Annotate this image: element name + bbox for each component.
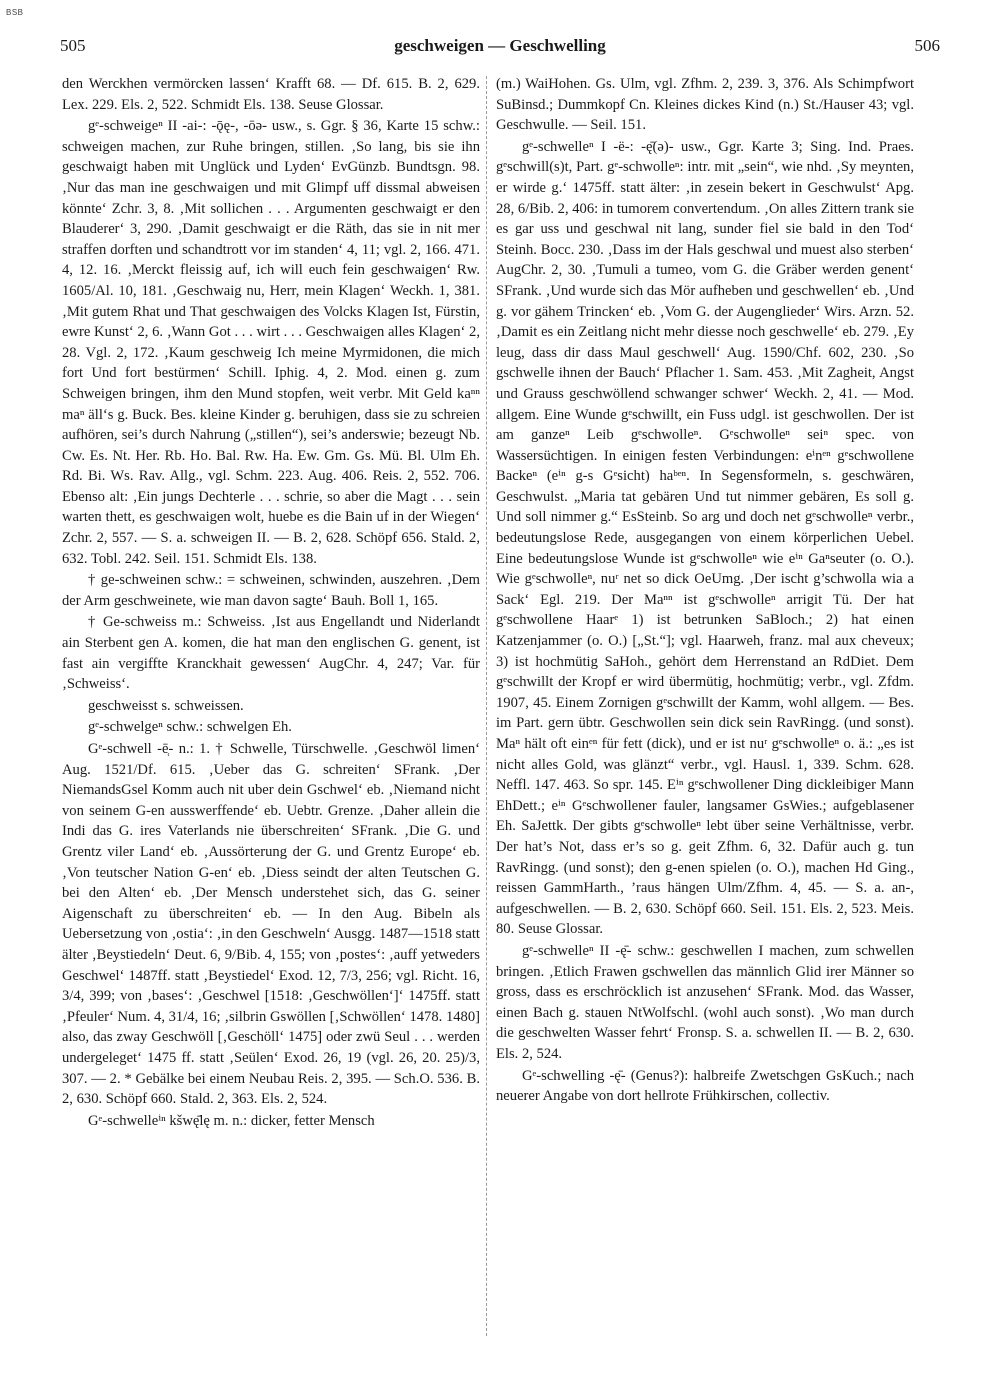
dictionary-entry: Gᵉ-schwelleⁱⁿ kšwę̄lę m. n.: dicker, fetter Mensch	[88, 1112, 375, 1129]
dictionary-entry: (m.) WaiHohen. Gs. Ulm, vgl. Zfhm. 2, 239. 3, 376. Als Schimpfwort SuBinsd.; Dummkopf Cn. Kleines dickes Kind (n.) St./Hauser 43; vgl. Geschwulle. — Seil. 151.	[496, 76, 914, 134]
right-column	[496, 74, 914, 1108]
dictionary-entry: geschweisst s. schweissen.	[88, 697, 244, 714]
library-stamp: BSB	[6, 8, 24, 17]
dictionary-entry: gᵉ-schwelleⁿ II -ę̄- schw.: geschwellen I machen, zum schwellen bringen. ‚Etlich Frawen gschwellen das männlich Glid irer Männer so gross, dass es erschröcklich ist anzusehen‘ SFrank. Mod. das Wasser, einen Bach g. stauen NtWolfschl. (wohl auch sonst). ‚Wo man durch die geschwelten Wasser fehrt‘ Fronsp. S. a. schwellen II. — B. 2, 630. Els. 2, 524.	[496, 942, 914, 1062]
page-header	[60, 36, 940, 60]
page-number-left: 505	[60, 36, 86, 55]
page-number-right: 506	[914, 36, 940, 55]
dictionary-entry: † Ge-schweiss m.: Schweiss. ‚Ist aus Engellandt und Niderlandt ain Sterbent gen A. komen, die hat man den englischen G. genent, ist fast ain vergiffte Kranckhait gewessen‘ AugChr. 4, 247; Var. für ‚Schweiss‘.	[62, 614, 480, 693]
dictionary-entry: gᵉ-schweigeⁿ II -ai-: -ǭę-, -ōə- usw., s. Ggr. § 36, Karte 15 schw.: schweigen machen, zur Ruhe bringen, stillen. ‚So lang, bis sie ihn geschwaigt haben mit Unglück und Lyden‘ EvGünzb. Bundtsgn. 98. ‚Nur das man ine geschwaigen und mit Glimpf uff dissmal abweisen könnte‘ Zchr. 3, 8. ‚Mit sollichen . . . Argumenten geschwaigt er den Blauderer‘ 3, 290. ‚Damit geschwaigt er die Räth, das sie in nit mer straffen dorften und schandtrott vor im standen‘ 4, 11; vgl. 2, 166. 471. 4, 12. 16. ‚Merckt fleissig auf, ich will euch fein geschwaigen‘ Rw. 1605/Al. 10, 181. ‚Geschwaig nu, Herr, mein Klagen‘ Weckh. 1, 381. ‚Mit gutem Rhat und That geschwaigen des Volcks Klagen Ist, Fürstin, ewre Kunst‘ 2, 6. ‚Wann Got . . . wirt . . . Geschwaigen alles Klagen‘ 2, 28. Vgl. 2, 172. ‚Kaum geschweig Ich meine Myrmidonen, die mich fort Und fort bestürmen‘ Schill. Iphig. 4, 2. Mod. einen g. zum Schweigen bringen, ihm den Mund stopfen, weit verbr. Mit Geld kaⁿⁿ maⁿ äll‘s g. Buck. Bes. kleine Kinder g. beruhigen, dass sie zu schreien aufhören, sei’s durch Nahrung („stillen“), sei’s anderswie; bezeugt Nb. Cw. Es. Nt. Her. Rb. Ho. Bal. Rw. Ha. Ew. Gm. Gs. Mü. Bl. Ulm Eh. Rd. Bi. Ws. Rav. Allg., vgl. Schm. 223. Aug. 406. Reis. 2, 552. 706. Ebenso alt: ‚Ein jungs Dechterle . . . schrie, so aber die Magt . . . sein warten thett, es geschwaigen wolt, huebe es die Bain uf in der Wiegen‘ Zchr. 2, 557. — S. a. schweigen II. — B. 2, 628. Schöpf 656. Stald. 2, 632. Tobl. 242. Seil. 151. Schmidt Els. 138.	[62, 118, 480, 567]
dictionary-entry: Gᵉ-schwelling -ę̄- (Genus?): halbreife Zwetschgen GsKuch.; nach neuerer Angabe von dort hellrote Frühkirschen, collectiv.	[496, 1067, 914, 1105]
dictionary-entry: gᵉ-schwelleⁿ I -ë-: -ę̄(ə)- usw., Ggr. Karte 3; Sing. Ind. Praes. gᵉschwill(s)t, Part. gᵉ-schwolleⁿ: intr. mit „sein“, wie nhd. ‚Sy meynten, er wirde g.‘ 1475ff. statt älter: ‚in zesein bekert in Geschwulst‘ Apg. 28, 6/Bib. 2, 406: in tumorem convertendum. ‚On alles Zittern trank sie es gar uss und geschwal nit lang, sunder fiel sie bald in den Tod‘ Steinh. Bocc. 230. ‚Dass im der Hals geschwal und muest also sterben‘ AugChr. 2, 30. ‚Tumuli a tumeo, vom G. die Gräber werden genent‘ SFrank. ‚Und wurde sich das Mör aufheben und geschwellen‘ eb. ‚Und g. vor gähem Trincken‘ eb. ‚Vom G. der Augenglieder‘ Wirs. Arzn. 52. ‚Damit es ein Zeitlang nicht mehr diesse noch geschwelle‘ eb. 279. ‚Ey leug, dass dir dass Maul geschwell‘ Aug. 1590/Chf. 602, 230. ‚So gschwelle ihnen der Bauch‘ Pflacher 1. Sam. 453. ‚Mit Zagheit, Angst und Grauss geschwöllend schwanger schwer‘ Weckh. 2, 41. — Mod. allgem. Eine Wunde gᵉschwillt, ein Fuss udgl. ist geschwollen. Der ist am ganzeⁿ Leib gᵉschwolleⁿ. Gᵉschwolleⁿ seiⁿ spec. von Wassersüchtigen. In einigen festen Verbindungen: eⁱnᵉⁿ gᵉschwollene Backeⁿ (eⁱⁿ g-s Gᵉsicht) haᵇᵉⁿ. In Segensformeln, s. geschwären, Geschwulst. „Maria tat gebären Und tut nimmer gebären, Es soll g. Und soll nimmer g.“ EsSteinb. So arg und doch net gᵉschwolleⁿ verbr., bedeutungslose Rede, ausgegangen von einem körperlichen Uebel. Eine bedeutungslose Wunde ist gᵉschwolleⁿ wie eⁱⁿ Gaⁿseuter (o. O.). Wie gᵉschwolleⁿ, nuʳ net so dick OeUmg. ‚Der ischt g’schwolla wia a Sack‘ Egl. 219. Der Maⁿⁿ ist gᵉschwolleⁿ arrigit Tü. Der hat gᵉschwollene Haarᵉ 1) ist betrunken SaBloch.; 2) hat einen Katzenjammer (o. O.) [„St.“]; vgl. Haarweh, franz. mal aux cheveux; 3) ist hochmütig SaHoh., gehört dem Herrenstand an RdDiet. Dem gᵉschwillt der Kropf er wird übermütig, hochmütig; verbr., vgl. Zfdm. 1907, 45. Einem Zornigen gᵉschwillt der Kamm, wohl allgem. — Bes. im Part. gern übtr. Geschwollen sein dick sein RavRingg. (und sonst). Maⁿ hält oft einᵉⁿ für fett (dick), und er ist nuʳ gᵉschwolleⁿ o. ä.: „es ist nicht alles Gold, was glänzt“ verbr., vgl. Hausl. 1, 339. Schm. 628. Neffl. 147. 463. So spr. 145. Eⁱⁿ gᵉschwollener Ding dickleibiger Mann EhDett.; eⁱⁿ Gᵉschwollener fauler, langsamer GsWies.; aufgeblasener Eh. SaJettk. Der gibts gᵉschwolleⁿ lebt über seine Verhältnisse, verbr. Der hat’s Not, dass er’s so g. geit Zfhm. 6, 32. Dafür auch g. tun RavRingg. (und sonst); den g-enen spielen (o. O.), machen Hd Ging., reissen GammHarth., ’raus hängen Ulm/Zfhm. 4, 45. — S. a. an-, aufgeschwellen. — B. 2, 630. Schöpf 660. Seil. 151. Els. 2, 523. Meis. 80. Seuse Glossar.	[496, 138, 914, 938]
running-title: geschweigen — Geschwelling	[394, 36, 606, 55]
dictionary-entry: gᵉ-schwelgeⁿ schw.: schwelgen Eh.	[88, 719, 292, 736]
dictionary-entry: Gᵉ-schwell -ē̜- n.: 1. † Schwelle, Türschwelle. ‚Geschwöl limen‘ Aug. 1521/Df. 615. ‚Ueber das G. schreiten‘ SFrank. ‚Der NiemandsGsel Komm auch nit uber dein Gschwel‘ eb. ‚Niemand nicht von seinem G-en ausswerffende‘ eb. Uebtr. Grenze. ‚Daher allein die Indi das G. ires Vaterlands nie überschreiten‘ SFrank. ‚Die G. und Grentz viler Land‘ eb. ‚Aussörterung der G. und Grentz Europe‘ eb. ‚Von teutscher Nation G-en‘ eb. ‚Diess seindt der alten Teutschen G. bei den Alten‘ eb. ‚Der Mensch understehet sich, das G. seiner Aigenschaft zu überschreiten‘ eb. — In den Aug. Bibeln als Uebersetzung von ‚ostia‘: ‚in den Geschweln‘ Ausgg. 1487—1518 statt älter ‚Beystiedeln‘ Deut. 6, 9/Bib. 4, 155; von ‚postes‘: ‚auff yetweders Geschwel‘ 1487ff. statt ‚Beystiedel‘ Exod. 12, 7/3, 256; vgl. Richt. 16, 3/4, 399; von ‚bases‘: ‚Geschwel [1518: ‚Geschwöllen‘]‘ 1475ff. statt ‚Pfeuler‘ Num. 4, 31/4, 16; ‚silbrin Gswöllen [‚Schwöllen‘ 1478. 1480] also, das zway Geschwöll [‚Geschöll‘ 1475] oder zwü Seul . . . werden undergeleget‘ 1475 ff. statt ‚Seülen‘ Exod. 26, 19 (vgl. 26, 20. 25)/3, 307. — 2. * Gebälke bei einem Neubau Reis. 2, 395. — Sch.O. 536. B. 2, 630. Schöpf 660. Stald. 2, 363. Els. 2, 524.	[62, 741, 480, 1108]
dictionary-entry: den Werckhen vermörcken lassen‘ Krafft 68. — Df. 615. B. 2, 629. Lex. 229. Els. 2, 522. Schmidt Els. 138. Seuse Glossar.	[62, 76, 480, 113]
left-column	[62, 74, 480, 1132]
dictionary-entry: † ge-schweinen schw.: = schweinen, schwinden, auszehren. ‚Dem der Arm geschweinete, wie man davon sagte‘ Bauh. Boll 1, 165.	[62, 572, 480, 609]
column-divider	[486, 76, 487, 1336]
